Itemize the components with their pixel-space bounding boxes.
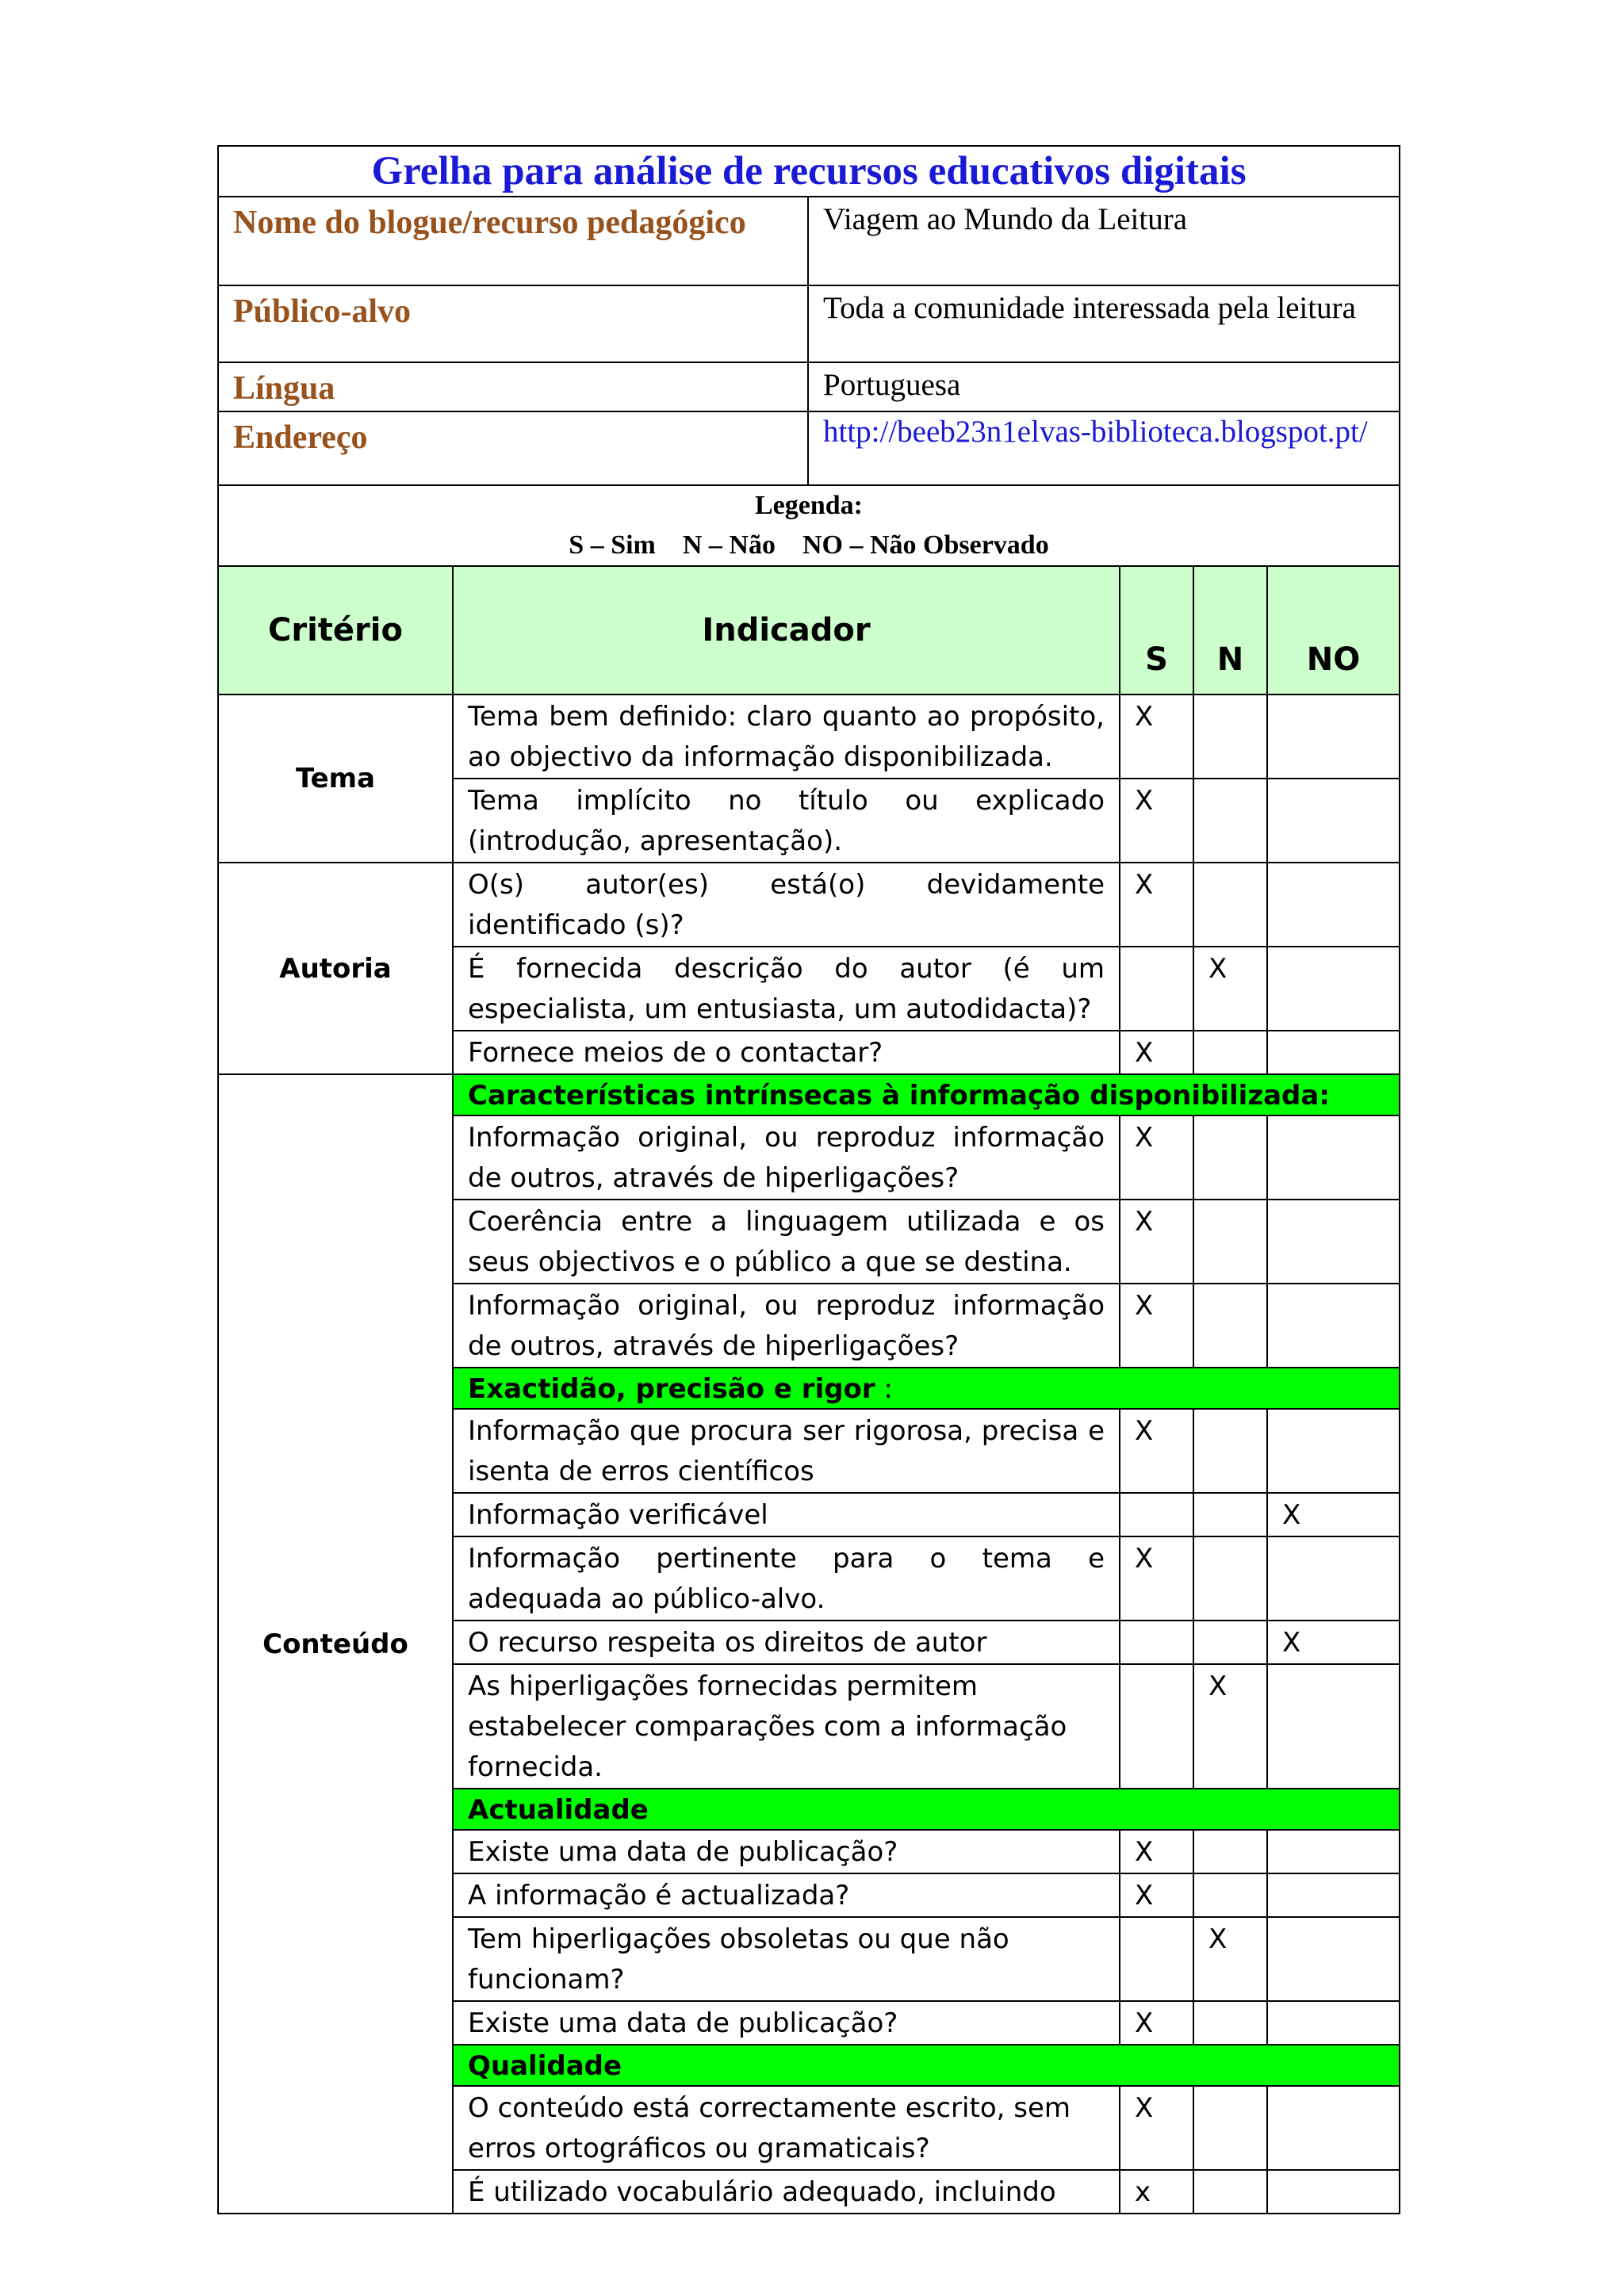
mark-no (1267, 1200, 1400, 1284)
mark-s: X (1120, 2086, 1193, 2170)
indicator: O(s) autor(es) está(o) devidamente identificado (s)? (453, 863, 1120, 947)
mark-s: X (1120, 1200, 1193, 1284)
mark-no (1267, 1664, 1400, 1789)
legend (218, 485, 1400, 566)
indicator: Informação verificável (453, 1493, 1120, 1536)
audience-label: Público-alvo (218, 285, 808, 362)
section-exactidao-suffix: : (875, 1373, 893, 1405)
mark-n (1193, 2170, 1267, 2214)
indicator: É fornecida descrição do autor (é um especialista, um entusiasta, um autodidacta)? (453, 947, 1120, 1031)
audience-value: Toda a comunidade interessada pela leitura (808, 285, 1400, 362)
mark-n (1193, 779, 1267, 863)
mark-no (1267, 2086, 1400, 2170)
col-criterio: Critério (218, 566, 453, 695)
resource-name-value: Viagem ao Mundo da Leitura (808, 197, 1400, 285)
indicator: Tema implícito no título ou explicado (introdução, apresentação). (453, 779, 1120, 863)
mark-s: X (1120, 695, 1193, 779)
mark-no: X (1267, 1493, 1400, 1536)
section-exactidao-label: Exactidão, precisão e rigor (468, 1373, 875, 1405)
mark-n (1193, 1536, 1267, 1621)
section-qualidade: Qualidade (453, 2045, 1400, 2086)
mark-n (1193, 1115, 1267, 1200)
mark-n (1193, 1284, 1267, 1368)
mark-no (1267, 1536, 1400, 1621)
resource-name-label: Nome do blogue/recurso pedagógico (218, 197, 808, 285)
mark-s: X (1120, 1115, 1193, 1200)
section-actualidade: Actualidade (453, 1789, 1400, 1830)
indicator: O recurso respeita os direitos de autor (453, 1621, 1120, 1664)
section-caracteristicas: Características intrínsecas à informação disponibilizada: (453, 1074, 1400, 1115)
mark-no (1267, 1917, 1400, 2001)
mark-n (1193, 1409, 1267, 1493)
mark-s (1120, 1493, 1193, 1536)
mark-no (1267, 779, 1400, 863)
mark-s (1120, 1917, 1193, 2001)
mark-no: X (1267, 1621, 1400, 1664)
indicator: Informação original, ou reproduz informação de outros, através de hiperligações? (453, 1284, 1120, 1368)
mark-n (1193, 695, 1267, 779)
mark-n (1193, 1830, 1267, 1873)
mark-no (1267, 1409, 1400, 1493)
indicator: Existe uma data de publicação? (453, 2001, 1120, 2045)
language-label: Língua (218, 362, 808, 411)
mark-no (1267, 1031, 1400, 1074)
mark-no (1267, 2001, 1400, 2045)
indicator: O conteúdo está correctamente escrito, sem erros ortográficos ou gramaticais? (453, 2086, 1120, 2170)
mark-s: x (1120, 2170, 1193, 2214)
mark-s: X (1120, 863, 1193, 947)
mark-no (1267, 1873, 1400, 1917)
address-label: Endereço (218, 411, 808, 485)
mark-n (1193, 1873, 1267, 1917)
mark-n (1193, 2001, 1267, 2045)
mark-s: X (1120, 2001, 1193, 2045)
criterion-tema: Tema (218, 695, 453, 863)
mark-n (1193, 1493, 1267, 1536)
mark-n (1193, 1621, 1267, 1664)
mark-s: X (1120, 1284, 1193, 1368)
section-exactidao (453, 1368, 1400, 1409)
mark-s: X (1120, 1031, 1193, 1074)
legend-line: S – Sim N – Não NO – Não Observado (569, 530, 1049, 560)
mark-n (1193, 2086, 1267, 2170)
mark-no (1267, 947, 1400, 1031)
mark-s: X (1120, 1873, 1193, 1917)
col-n: N (1193, 566, 1267, 695)
legend-heading: Legenda: (755, 491, 863, 520)
indicator: Existe uma data de publicação? (453, 1830, 1120, 1873)
indicator: Informação original, ou reproduz informação de outros, através de hiperligações? (453, 1115, 1120, 1200)
indicator: Informação pertinente para o tema e adequada ao público-alvo. (453, 1536, 1120, 1621)
page-title: Grelha para análise de recursos educativos digitais (218, 146, 1400, 197)
col-no: NO (1267, 566, 1400, 695)
mark-s: X (1120, 1409, 1193, 1493)
mark-no (1267, 863, 1400, 947)
indicator: É utilizado vocabulário adequado, incluindo (453, 2170, 1120, 2214)
address-link[interactable]: http://beeb23n1elvas-biblioteca.blogspot.pt/ (808, 411, 1400, 485)
mark-n: X (1193, 1917, 1267, 2001)
col-s: S (1120, 566, 1193, 695)
mark-n (1193, 863, 1267, 947)
mark-n: X (1193, 947, 1267, 1031)
evaluation-sheet (217, 145, 1399, 2214)
criteria-table (217, 565, 1400, 2214)
mark-no (1267, 695, 1400, 779)
criterion-autoria: Autoria (218, 863, 453, 1074)
mark-s: X (1120, 1536, 1193, 1621)
indicator: Informação que procura ser rigorosa, precisa e isenta de erros científicos (453, 1409, 1120, 1493)
indicator: A informação é actualizada? (453, 1873, 1120, 1917)
mark-s: X (1120, 1830, 1193, 1873)
language-value: Portuguesa (808, 362, 1400, 411)
indicator: As hiperligações fornecidas permitem estabelecer comparações com a informação fornecida. (453, 1664, 1120, 1789)
indicator: Tema bem definido: claro quanto ao propósito, ao objectivo da informação disponibilizada. (453, 695, 1120, 779)
mark-n (1193, 1031, 1267, 1074)
indicator: Fornece meios de o contactar? (453, 1031, 1120, 1074)
criterion-conteudo: Conteúdo (218, 1074, 453, 2214)
mark-no (1267, 1830, 1400, 1873)
mark-s: X (1120, 779, 1193, 863)
mark-s (1120, 1621, 1193, 1664)
mark-no (1267, 1284, 1400, 1368)
resource-info-table (217, 145, 1400, 567)
indicator: Coerência entre a linguagem utilizada e os seus objectivos e o público a que se destina. (453, 1200, 1120, 1284)
mark-no (1267, 1115, 1400, 1200)
mark-s (1120, 1664, 1193, 1789)
indicator: Tem hiperligações obsoletas ou que não funcionam? (453, 1917, 1120, 2001)
mark-no (1267, 2170, 1400, 2214)
mark-s (1120, 947, 1193, 1031)
col-indicador: Indicador (453, 566, 1120, 695)
mark-n (1193, 1200, 1267, 1284)
mark-n: X (1193, 1664, 1267, 1789)
